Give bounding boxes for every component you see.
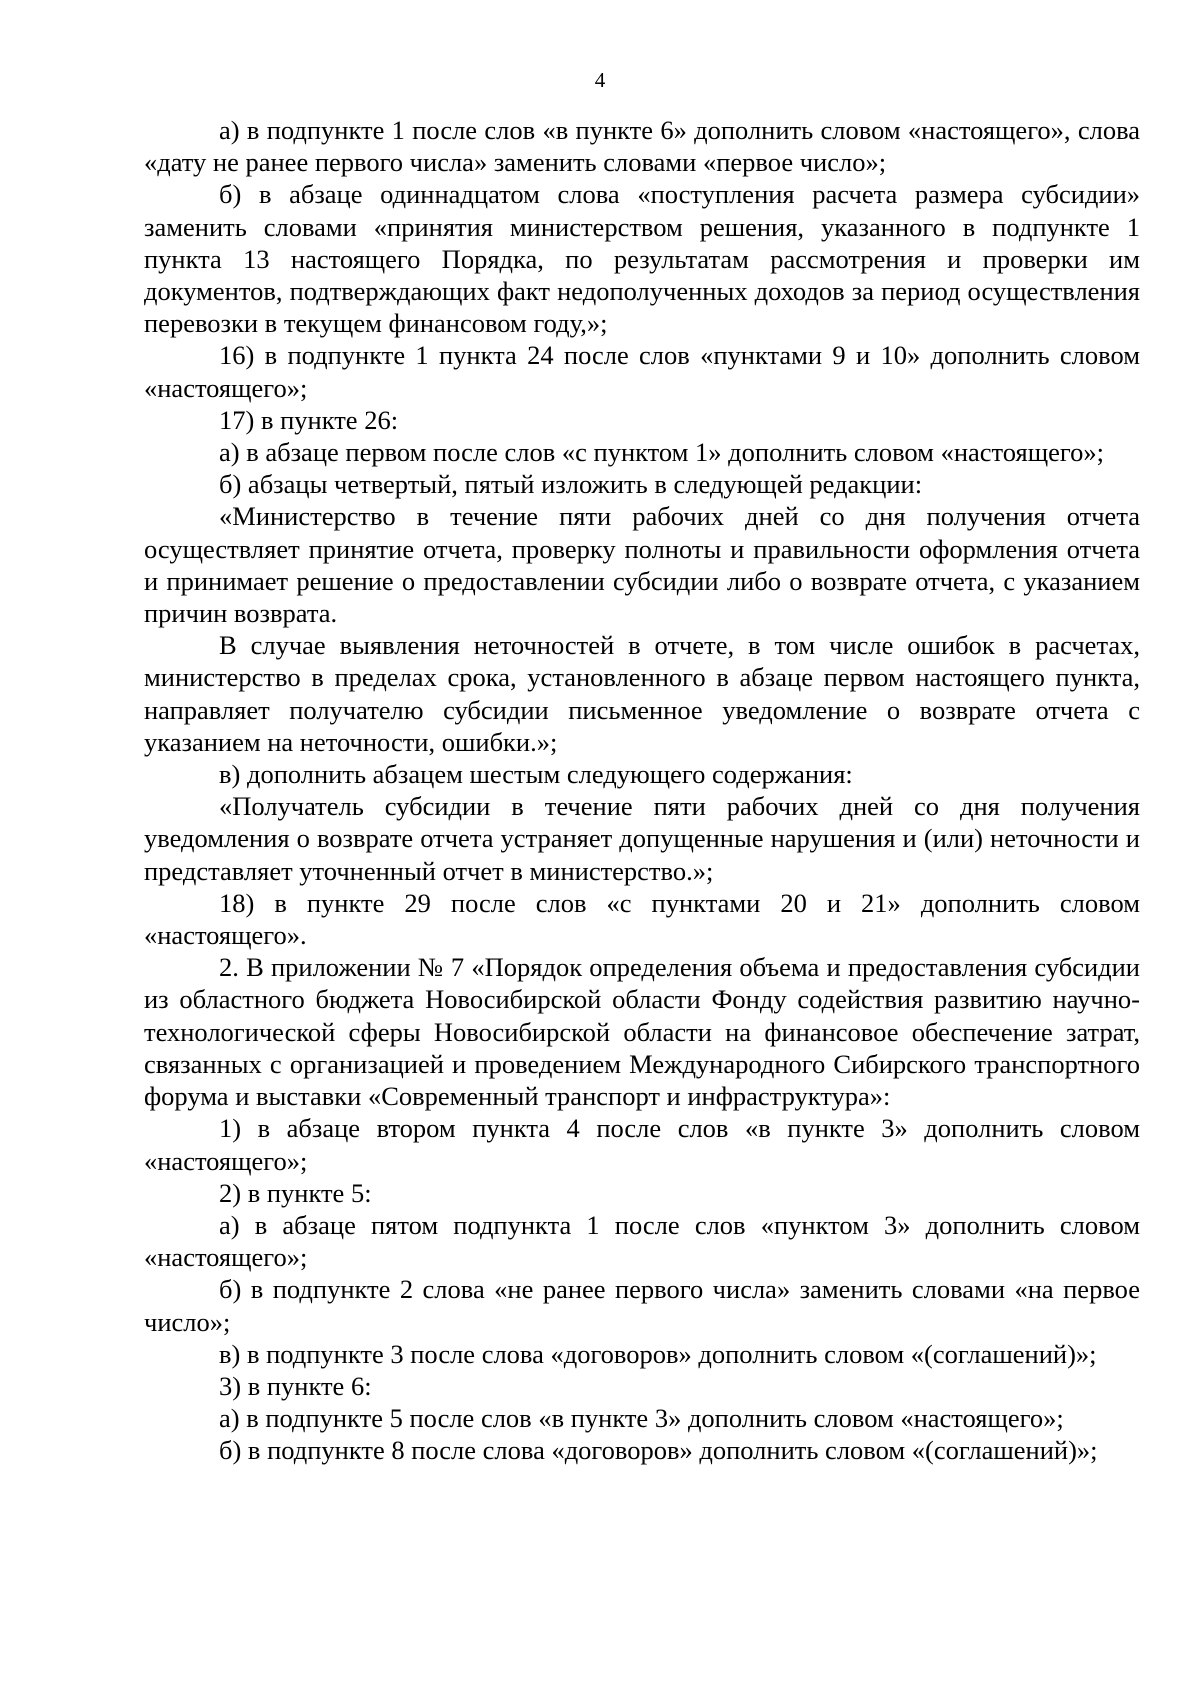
paragraph-2: б) в абзаце одиннадцатом слова «поступления расчета размера субсидии» заменить словами «принятия министерством решения, указанного в подпункте 1 пункта 13 настоящего Порядка, по результатам рассмотрения и проверки им документов, подтверждающих факт недополученных доходов за период осуществления перевозки в текущем финансовом году,»;: [144, 179, 1140, 339]
paragraph-6: б) абзацы четвертый, пятый изложить в следующей редакции:: [219, 469, 923, 500]
paragraph-18: 3) в пункте 6:: [219, 1370, 372, 1401]
paragraph-5: а) в абзаце первом после слов «с пунктом 1» дополнить словом «настоящего»;: [219, 437, 1104, 468]
paragraph-3: 16) в подпункте 1 пункта 24 после слов «пунктами 9 и 10» дополнить словом «настоящего»;: [144, 340, 1140, 403]
paragraph-8: В случае выявления неточностей в отчете, в том числе ошибок в расчетах, министерство в пределах срока, установленного в абзаце первом настоящего пункта, направляет получателю субсидии письменное уведомление о возврате отчета с указанием на неточности, ошибки.»;: [144, 630, 1140, 757]
paragraph-16: б) в подпункте 2 слова «не ранее первого числа» заменить словами «на первое число»;: [144, 1274, 1140, 1337]
paragraph-15: а) в абзаце пятом подпункта 1 после слов «пунктом 3» дополнить словом «настоящего»;: [144, 1209, 1140, 1273]
paragraph-1: а) в подпункте 1 после слов «в пункте 6» дополнить словом «настоящего», слова «дату не ранее первого числа» заменить словами «первое число»;: [144, 115, 1140, 178]
paragraph-19: а) в подпункте 5 после слов «в пункте 3» дополнить словом «настоящего»;: [219, 1403, 1064, 1434]
paragraph-13: 1) в абзаце втором пункта 4 после слов «в пункте 3» дополнить словом «настоящего»;: [144, 1113, 1140, 1176]
paragraph-17: в) в подпункте 3 после слова «договоров» дополнить словом «(соглашений)»;: [219, 1338, 1097, 1369]
paragraph-7: «Министерство в течение пяти рабочих дней со дня получения отчета осуществляет принятие отчета, проверку полноты и правильности оформления отчета и принимает решение о предоставлении субсидии либо о возврате отчета, с указанием причин возврата.: [144, 501, 1140, 629]
paragraph-20: б) в подпункте 8 после слова «договоров» дополнить словом «(соглашений)»;: [219, 1435, 1098, 1466]
page-number: 4: [594, 68, 606, 92]
paragraph-12: 2. В приложении № 7 «Порядок определения объема и предоставления субсидии из областного бюджета Новосибирской области Фонду содействия развитию научно-технологической сферы Новосибирской области на финансовое обеспечение затрат, связанных с организацией и проведением Международного Сибирского транспортного форума и выставки «Современный транспорт и инфраструктура»:: [144, 952, 1140, 1112]
document-body: [144, 114, 1140, 1467]
paragraph-14: 2) в пункте 5:: [219, 1177, 372, 1208]
paragraph-10: «Получатель субсидии в течение пяти рабочих дней со дня получения уведомления о возврате отчета устраняет допущенные нарушения и (или) неточности и представляет уточненный отчет в министерство.»;: [144, 791, 1140, 886]
paragraph-4: 17) в пункте 26:: [219, 404, 399, 435]
paragraph-11: 18) в пункте 29 после слов «с пунктами 20 и 21» дополнить словом «настоящего».: [144, 887, 1140, 951]
paragraph-9: в) дополнить абзацем шестым следующего содержания:: [219, 759, 853, 790]
